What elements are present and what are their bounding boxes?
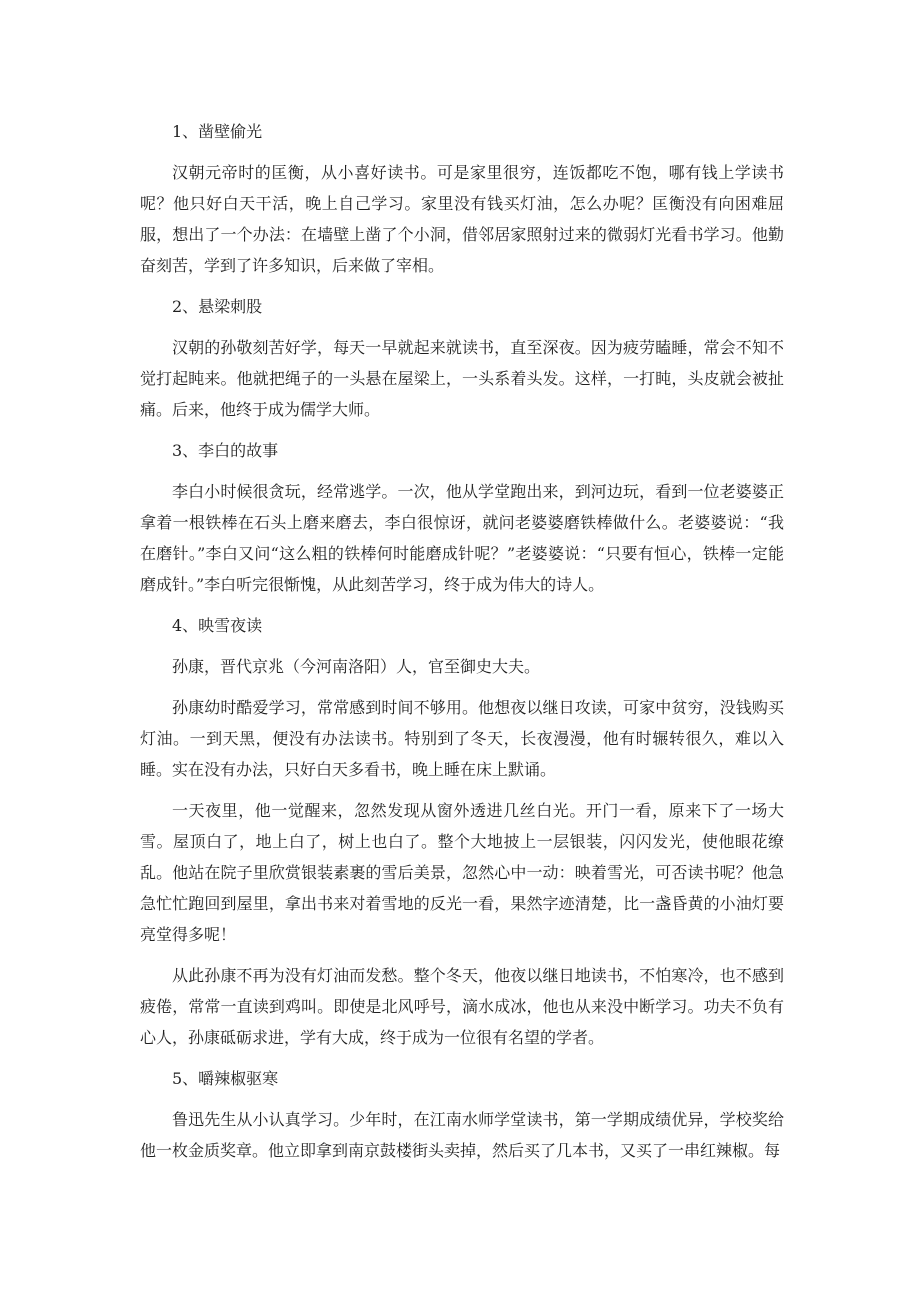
section-heading: 2、悬梁刺股: [172, 297, 263, 316]
paragraph: 孙康，晋代京兆（今河南洛阳）人，官至御史大夫。: [172, 657, 541, 676]
section-heading: 4、映雪夜读: [172, 616, 263, 635]
section-heading: 3、李白的故事: [172, 441, 279, 460]
paragraph: 李白小时候很贪玩，经常逃学。一次，他从学堂跑出来，到河边玩，看到一位老婆婆正拿着一根铁棒在石头上磨来磨去，李白很惊讶，就问老婆婆磨铁棒做什么。老婆婆说：“我在磨针。”李白又问“这么粗的铁棒何时能磨成针呢？”老婆婆说：“只要有恒心，铁棒一定能磨成针。”李白听完很惭愧，从此刻苦学习，终于成为伟大的诗人。: [140, 482, 784, 594]
paragraph: 鲁迅先生从小认真学习。少年时，在江南水师学堂读书，第一学期成绩优异，学校奖给他一枚金质奖章。他立即拿到南京鼓楼街头卖掉，然后买了几本书，又买了一串红辣椒。每: [140, 1110, 784, 1160]
paragraph: 一天夜里，他一觉醒来，忽然发现从窗外透进几丝白光。开门一看，原来下了一场大雪。屋顶白了，地上白了，树上也白了。整个大地披上一层银装，闪闪发光，使他眼花缭乱。他站在院子里欣赏银装素裹的雪后美景，忽然心中一动：映着雪光，可否读书呢？他急急忙忙跑回到屋里，拿出书来对着雪地的反光一看，果然字迹清楚，比一盏昏黄的小油灯要亮堂得多呢！: [140, 801, 784, 944]
paragraph: 孙康幼时酷爱学习，常常感到时间不够用。他想夜以继日攻读，可家中贫穷，没钱购买灯油。一到天黑，便没有办法读书。特别到了冬天，长夜漫漫，他有时辗转很久，难以入睡。实在没有办法，只好白天多看书，晚上睡在床上默诵。: [140, 698, 784, 779]
section-heading: 1、凿壁偷光: [172, 122, 263, 141]
paragraph: 汉朝元帝时的匡衡，从小喜好读书。可是家里很穷，连饭都吃不饱，哪有钱上学读书呢？他只好白天干活，晚上自己学习。家里没有钱买灯油，怎么办呢？匡衡没有向困难屈服，想出了一个办法：在墙壁上凿了个小洞，借邻居家照射过来的微弱灯光看书学习。他勤奋刻苦，学到了许多知识，后来做了宰相。: [140, 163, 784, 275]
section-heading: 5、嚼辣椒驱寒: [172, 1069, 279, 1088]
paragraph: 从此孙康不再为没有灯油而发愁。整个冬天，他夜以继日地读书，不怕寒冷，也不感到疲倦，常常一直读到鸡叫。即使是北风呼号，滴水成冰，他也从来没中断学习。功夫不负有心人，孙康砥砺求进，学有大成，终于成为一位很有名望的学者。: [140, 966, 784, 1047]
paragraph: 汉朝的孙敬刻苦好学，每天一早就起来就读书，直至深夜。因为疲劳瞌睡，常会不知不觉打起盹来。他就把绳子的一头悬在屋梁上，一头系着头发。这样，一打盹，头皮就会被扯痛。后来，他终于成为儒学大师。: [140, 338, 784, 419]
